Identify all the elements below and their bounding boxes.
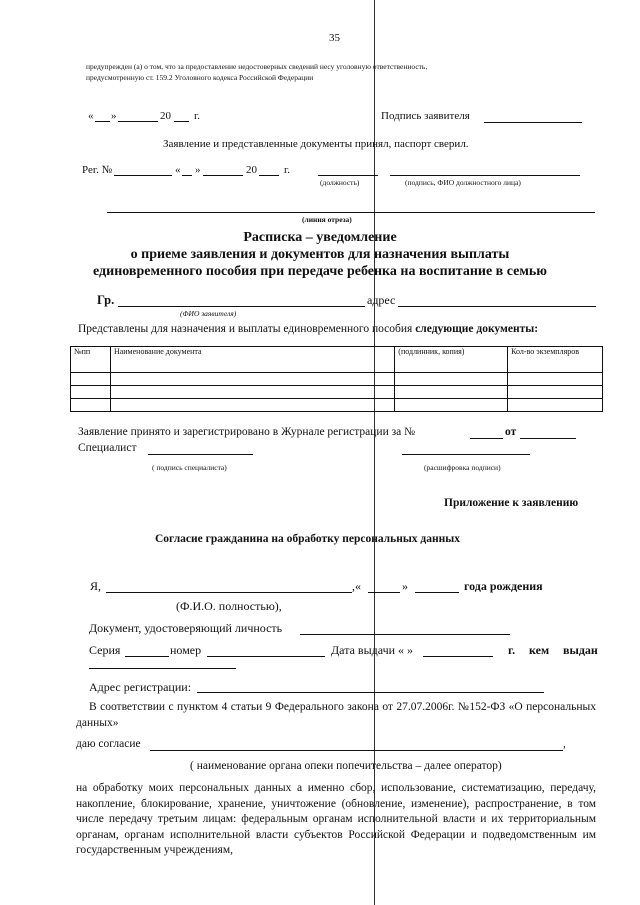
table-cell[interactable] [71, 386, 111, 399]
reg-address-label: Адрес регистрации: [89, 680, 192, 694]
receipt-title-1: Расписка – уведомление [243, 230, 397, 245]
specialist-label: Специалист [78, 442, 137, 454]
month-blank[interactable] [118, 121, 158, 122]
docs-intro-text: Представлены для назначения и выплаты единовременного пособия [78, 323, 413, 335]
table-cell[interactable] [508, 386, 603, 399]
registration-text: Заявление принято и зарегистрировано в Журнале регистрации за № [78, 426, 416, 438]
cut-line [107, 212, 595, 213]
fio-full-caption: (Ф.И.О. полностью), [176, 599, 282, 613]
number-blank[interactable] [207, 656, 325, 657]
consent-fio-blank[interactable] [106, 592, 352, 593]
series-blank[interactable] [125, 656, 169, 657]
header-number: №пп [71, 347, 111, 373]
id-doc-label: Документ, удостоверяющий личность [89, 621, 283, 635]
receipt-title-3: единовременного пособия при передаче ребенка на воспитание в семью [93, 264, 547, 279]
applicant-signature-label: Подпись заявителя [381, 110, 470, 122]
reg-open-quote: « [175, 164, 181, 176]
table-header-row [71, 347, 603, 373]
address-blank[interactable] [398, 306, 596, 307]
issued-by-blank[interactable] [89, 668, 236, 669]
registration-ot: от [505, 426, 517, 438]
header-original-copy: (подлинник, копия) [395, 347, 508, 373]
header-doc-name: Наименование документа [110, 347, 394, 373]
birth-day-blank[interactable] [368, 592, 400, 593]
reg-year-prefix: 20 [246, 164, 257, 176]
reg-year-suffix: г. [284, 164, 291, 176]
organ-blank[interactable] [150, 750, 563, 751]
applicant-fio-caption: (ФИО заявителя) [180, 309, 237, 318]
accepted-text: Заявление и представленные документы принял, паспорт сверил. [163, 138, 469, 150]
issue-g: г. [508, 643, 516, 657]
birth-close-quote: » [402, 579, 408, 593]
cut-line-caption: (линия отреза) [302, 215, 352, 224]
year-blank[interactable] [174, 121, 189, 122]
year-prefix: 20 [160, 110, 171, 122]
date-open-quote: « [88, 110, 94, 122]
position-blank[interactable] [318, 175, 378, 176]
year-suffix: г. [194, 110, 201, 122]
issued-by-vydan: выдан [563, 643, 598, 657]
table-cell[interactable] [110, 386, 394, 399]
table-cell[interactable] [508, 373, 603, 386]
birth-year-blank[interactable] [415, 592, 459, 593]
official-signature-blank[interactable] [390, 175, 580, 176]
issue-date-label: Дата выдачи « » [331, 643, 414, 657]
address-label: адрес [367, 293, 396, 307]
reg-number-blank[interactable] [114, 175, 172, 176]
specialist-name-blank[interactable] [402, 454, 530, 455]
consent-body: на обработку моих персональных данных а именно сбор, использование, систематизацию, передачу, накопление, блокирование, хранение, уничтожение (обновление, изменение), распространение, в том числе передачу третьим лицам: федеральным органам исполнительной власти и их территориальным органам, органам исполнительной власти субъектов Российской Федерации и подведомственным им государственным учреждениям, [76, 782, 596, 856]
table-row[interactable] [71, 386, 603, 399]
appendix-title: Приложение к заявлению [444, 497, 579, 509]
table-row[interactable] [71, 399, 603, 412]
documents-table [70, 346, 603, 412]
docs-intro-bold: следующие документы: [415, 323, 539, 335]
table-cell[interactable] [395, 373, 508, 386]
give-consent-label: даю согласие [76, 738, 141, 750]
table-cell[interactable] [395, 386, 508, 399]
table-cell[interactable] [71, 373, 111, 386]
date-close-quote: » [111, 110, 117, 122]
birth-open-quote: ,« [352, 579, 361, 593]
table-cell[interactable] [110, 399, 394, 412]
applicant-signature-blank[interactable] [484, 122, 582, 123]
journal-number-blank[interactable] [470, 438, 503, 439]
birth-year-label: года рождения [464, 579, 543, 593]
reg-month-blank[interactable] [203, 175, 243, 176]
consent-title: Согласие гражданина на обработку персональных данных [155, 533, 460, 545]
table-cell[interactable] [110, 373, 394, 386]
day-blank[interactable] [95, 121, 110, 122]
reg-day-blank[interactable] [182, 175, 192, 176]
docs-intro [78, 323, 538, 335]
issue-date-blank[interactable] [423, 656, 493, 657]
warning-line-2: предусмотренную ст. 159.2 Уголовного кодекса Российской Федерации [86, 73, 314, 82]
warning-line-1: предупрежден (а) о том, что за предоставление недостоверных сведений несу уголовную ответственность, [86, 62, 428, 71]
series-label: Серия [89, 643, 121, 657]
reg-close-quote: » [195, 164, 201, 176]
reg-address-blank[interactable] [197, 692, 544, 693]
organ-comma: , [563, 738, 566, 750]
specialist-signature-blank[interactable] [148, 454, 253, 455]
number-label: номер [170, 643, 202, 657]
table-cell[interactable] [508, 399, 603, 412]
issued-by-kem: кем [529, 643, 550, 657]
table-row[interactable] [71, 373, 603, 386]
ya-label: Я, [90, 579, 102, 593]
header-copies: Кол-во экземпляров [508, 347, 603, 373]
organ-caption: ( наименование органа опеки попечительства – далее оператор) [190, 760, 502, 772]
table-cell[interactable] [71, 399, 111, 412]
position-caption: (должность) [320, 178, 360, 187]
applicant-name-blank[interactable] [118, 306, 365, 307]
reg-year-blank[interactable] [259, 175, 279, 176]
table-cell[interactable] [395, 399, 508, 412]
registration-date-blank[interactable] [520, 438, 576, 439]
official-signature-caption: (подпись, ФИО должностного лица) [405, 178, 521, 187]
specialist-decode-caption: (расшифровка подписи) [424, 463, 501, 472]
specialist-signature-caption: ( подпись специалиста) [152, 463, 227, 472]
page-number: 35 [329, 32, 340, 44]
receipt-title-2: о приеме заявления и документов для назначения выплаты [130, 247, 510, 262]
id-doc-blank[interactable] [300, 634, 510, 635]
gr-label: Гр. [97, 293, 115, 307]
law-text: В соответствии с пунктом 4 статьи 9 Федерального закона от 27.07.2006г. №152-ФЗ «О персональных данных» [76, 701, 596, 729]
reg-label: Рег. № [82, 164, 113, 176]
